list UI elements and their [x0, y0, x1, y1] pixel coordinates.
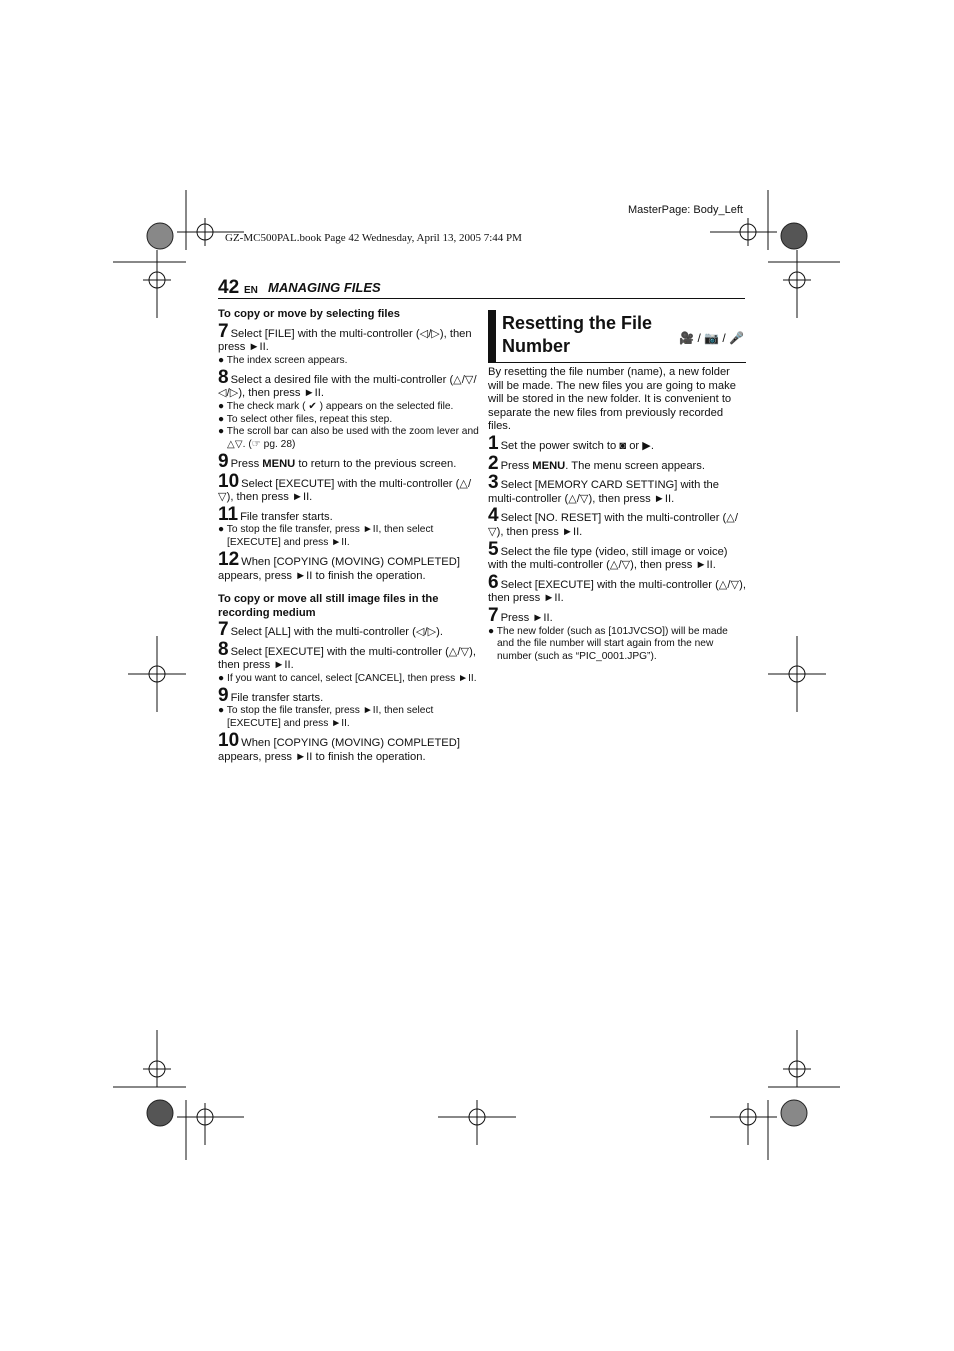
step-text: Press: [230, 457, 263, 470]
reset-step-3: [488, 472, 746, 506]
step-number: 9: [218, 450, 229, 472]
reset-step-1: [488, 432, 746, 454]
menu-button-label: MENU: [532, 459, 566, 472]
heading-bar: [488, 310, 496, 362]
step-text: Select [ALL] with the multi-controller (◁/▷).: [230, 626, 444, 639]
page-number: 42: [218, 277, 240, 298]
language-tag: EN: [244, 285, 258, 296]
reset-step-4: [488, 505, 746, 539]
step-text: to return to the previous screen.: [295, 457, 457, 470]
subheading-all-still-images: To copy or move all still image files in the recording medium: [218, 593, 439, 619]
step-number: 10: [218, 470, 240, 492]
step-12: [218, 548, 480, 583]
step-text: When [COPYING (MOVING) COMPLETED] appears, press ►II to finish the operation.: [218, 737, 460, 763]
step-number: 2: [488, 452, 499, 474]
right-column: [488, 366, 746, 664]
step-9: [218, 450, 480, 472]
step-number: 9: [218, 684, 229, 706]
step-text: Press: [500, 459, 533, 472]
step-number: 8: [218, 366, 229, 388]
step-text: Select [EXECUTE] with the multi-controller (△/▽), then press ►II.: [218, 477, 472, 504]
note: ● The new folder (such as [101JVCSO]) will be made and the file number will start again from the new number (such as “PIC_0001.JPG”).: [488, 625, 728, 663]
step-number: 6: [488, 571, 499, 593]
step-number: 12: [218, 548, 240, 570]
mode-icons: 🎥 / 📷 / 🎤: [679, 331, 744, 345]
note: ● If you want to cancel, select [CANCEL], then press ►II.: [218, 673, 477, 685]
step-text: Select a desired file with the multi-controller (△/▽/◁/▷), then press ►II.: [218, 373, 477, 400]
step-number: 4: [488, 505, 499, 527]
step-11: [218, 503, 480, 525]
note: ● To select other files, repeat this step.: [218, 413, 393, 425]
step-text: When [COPYING (MOVING) COMPLETED] appears, press ►II to finish the operation.: [218, 555, 460, 582]
step-text: Select [EXECUTE] with the multi-controller (△/▽), then press ►II.: [218, 645, 476, 672]
step-text: Press ►II.: [500, 611, 553, 624]
book-info-line: GZ-MC500PAL.book Page 42 Wednesday, April 13, 2005 7:44 PM: [225, 232, 522, 244]
step-text: Select the file type (video, still image or voice) with the multi-controller (△/▽), then press ►II.: [488, 545, 728, 572]
step-text: File transfer starts.: [230, 691, 324, 704]
step-number: 3: [488, 472, 499, 494]
note: ● The check mark ( ✔ ) appears on the selected file.: [218, 400, 454, 412]
reset-step-7: [488, 604, 746, 626]
reset-step-2: [488, 452, 746, 474]
step-text: Set the power switch to ◙ or ▶.: [500, 439, 654, 452]
heading-line-2: Number: [502, 336, 571, 356]
left-column: [218, 306, 480, 764]
section-heading: [502, 312, 662, 358]
page-header: [218, 279, 745, 299]
note: ● The scroll bar can also be used with the zoom lever and △▽. (☞ pg. 28): [218, 426, 479, 451]
step-number: 7: [218, 619, 229, 641]
step-text: Select [NO. RESET] with the multi-controller (△/▽), then press ►II.: [488, 512, 738, 538]
step-number: 7: [488, 604, 499, 626]
step-number: 8: [218, 638, 229, 660]
step-7: [218, 320, 480, 355]
intro-paragraph: By resetting the file number (name), a new folder will be made. The new files you are going to make will be stored in the new folder. It is convenient to separate the new files from previously recorded files.: [488, 366, 736, 433]
step-number: 10: [218, 730, 240, 752]
reset-step-6: [488, 571, 746, 606]
step-10b: [218, 730, 480, 764]
note: ● To stop the file transfer, press ►II, then select [EXECUTE] and press ►II.: [218, 524, 434, 549]
step-number: 7: [218, 320, 229, 342]
section-heading-box: [488, 310, 746, 363]
step-8: [218, 366, 480, 401]
step-text: Select [MEMORY CARD SETTING] with the multi-controller (△/▽), then press ►II.: [488, 479, 719, 505]
step-number: 11: [218, 503, 239, 525]
step-7b: [218, 619, 480, 641]
step-text: . The menu screen appears.: [565, 459, 705, 472]
step-number: 1: [488, 432, 499, 454]
step-10: [218, 470, 480, 505]
section-title: MANAGING FILES: [268, 280, 381, 295]
reset-step-5: [488, 538, 746, 573]
note: ● The index screen appears.: [218, 354, 348, 366]
step-8b: [218, 638, 480, 673]
step-text: File transfer starts.: [240, 510, 333, 523]
menu-button-label: MENU: [262, 457, 296, 470]
step-text: Select [FILE] with the multi-controller (◁/▷), then press ►II.: [218, 327, 472, 354]
step-9b: [218, 684, 480, 706]
masterpage-label: MasterPage: Body_Left: [628, 204, 743, 216]
step-number: 5: [488, 538, 499, 560]
subheading-selecting-files: To copy or move by selecting files: [218, 308, 400, 320]
heading-line-1: Resetting the File: [502, 313, 653, 333]
note: ● To stop the file transfer, press ►II, then select [EXECUTE] and press ►II.: [218, 705, 434, 730]
step-text: Select [EXECUTE] with the multi-controller (△/▽), then press ►II.: [488, 578, 746, 605]
